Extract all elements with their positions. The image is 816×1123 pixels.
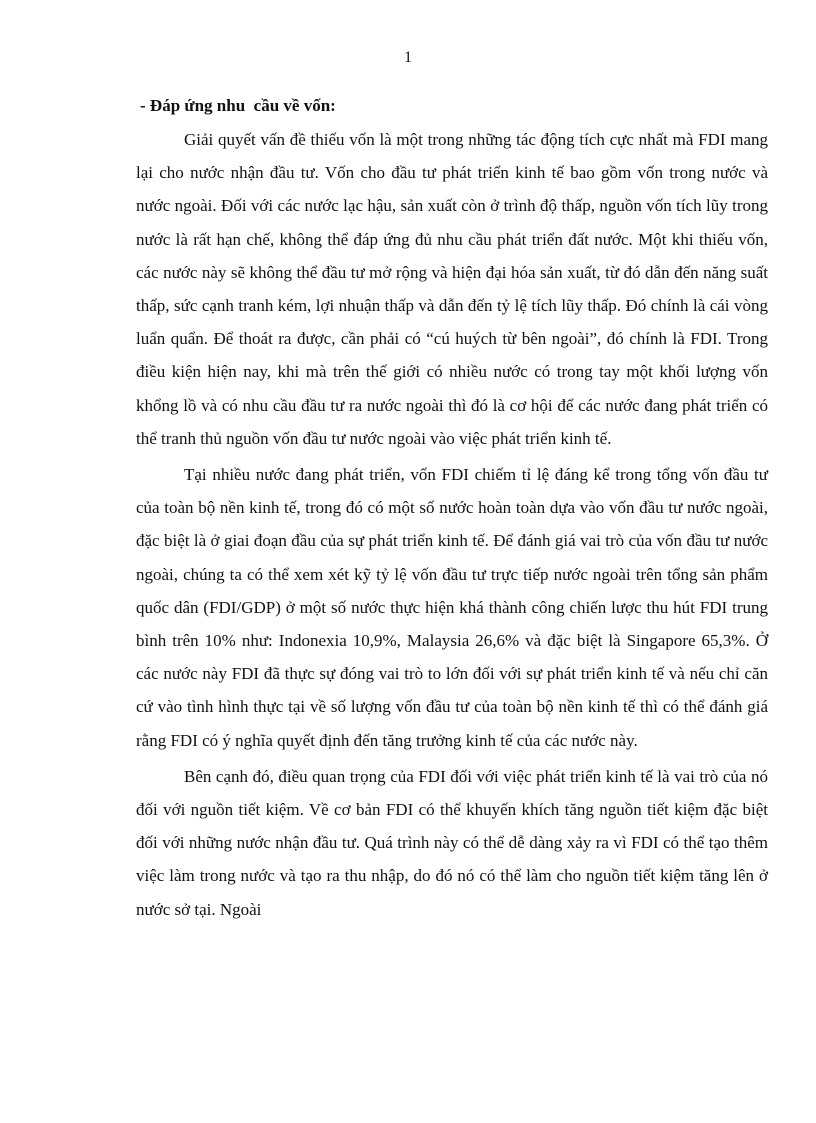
page-content bbox=[136, 92, 768, 926]
paragraph-savings: Bên cạnh đó, điều quan trọng của FDI đối với việc phát triển kinh tế là vai trò của nó đối với nguồn tiết kiệm. Về cơ bản FDI có thể khuyến khích tăng nguồn tiết kiệm đặc biệt đối với những nước nhận đầu tư. Quá trình này có thể dễ dàng xảy ra vì FDI có thể tạo thêm việc làm trong nước và tạo ra thu nhập, do đó nó có thể làm cho nguồn tiết kiệm tăng lên ở nước sở tại. Ngoài bbox=[136, 766, 768, 919]
paragraph-capital-shortage: Giải quyết vấn đề thiếu vốn là một trong những tác động tích cực nhất mà FDI mang lại cho nước nhận đầu tư. Vốn cho đầu tư phát triển kinh tế bao gồm vốn trong nước và nước ngoài. Đối với các nước lạc hậu, sản xuất còn ở trình độ thấp, nguồn vốn tích lũy trong nước là rất hạn chế, không thể đáp ứng đủ nhu cầu phát triển đất nước. Một khi thiếu vốn, các nước này sẽ không thể đầu tư mở rộng và hiện đại hóa sản xuất, từ đó dẫn đến năng suất thấp, sức cạnh tranh kém, lợi nhuận thấp và dẫn đến tỷ lệ tích lũy thấp. Đó chính là cái vòng luẩn quẩn. Để thoát ra được, cần phải có “cú huých từ bên ngoài”, đó chính là FDI. Trong điều kiện hiện nay, khi mà trên thế giới có nhiều nước có trong tay một khối lượng vốn khổng lồ và có nhu cầu đầu tư ra nước ngoài thì đó là cơ hội để các nước đang phát triển có thể tranh thủ nguồn vốn đầu tư nước ngoài vào việc phát triển kinh tế. bbox=[136, 130, 768, 448]
section-heading: - Đáp ứng nhu cầu về vốn: bbox=[140, 96, 336, 115]
paragraph-fdi-gdp-ratio: Tại nhiều nước đang phát triển, vốn FDI chiếm tỉ lệ đáng kể trong tổng vốn đầu tư của toàn bộ nền kinh tế, trong đó có một số nước hoàn toàn dựa vào vốn đầu tư nước ngoài, đặc biệt là ở giai đoạn đầu của sự phát triển kinh tế. Để đánh giá vai trò của vốn đầu tư nước ngoài, chúng ta có thể xem xét kỹ tỷ lệ vốn đầu tư trực tiếp nước ngoài trên tổng sản phẩm quốc dân (FDI/GDP) ở một số nước thực hiện khá thành công chiến lược thu hút FDI trung bình trên 10% như: Indonexia 10,9%, Malaysia 26,6% và đặc biệt là Singapore 65,3%. Ở các nước này FDI đã thực sự đóng vai trò to lớn đối với sự phát triển kinh tế và nếu chỉ căn cứ vào tình hình thực tại về số lượng vốn đầu tư của toàn bộ nền kinh tế thì có thể đánh giá rằng FDI có ý nghĩa quyết định đến tăng trưởng kinh tế của các nước này. bbox=[136, 465, 768, 750]
page-number: 1 bbox=[404, 49, 412, 66]
